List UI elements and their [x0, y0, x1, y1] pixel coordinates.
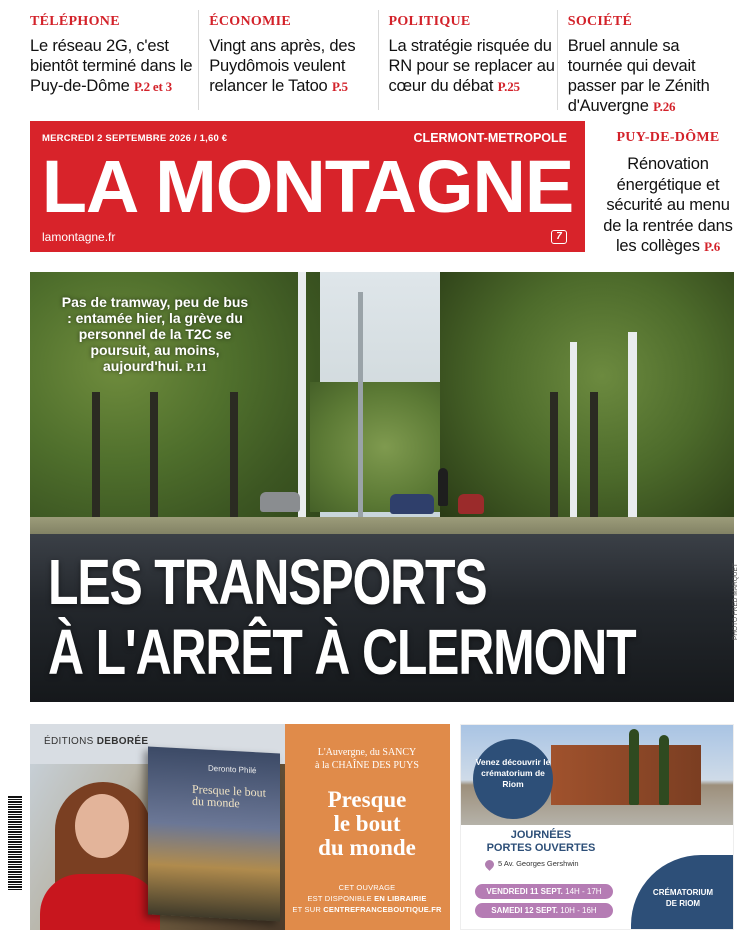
- photo-caption: [60, 294, 250, 375]
- teaser-kicker: PUY-DE-DÔME: [616, 130, 720, 145]
- teaser-title-text: Rénovation énergétique et sécurité au menu de la rentrée dans les collèges: [603, 155, 733, 255]
- publisher-label: [44, 736, 148, 747]
- teaser-title: [389, 36, 557, 97]
- open-days-title: [461, 829, 621, 855]
- website-url[interactable]: lamontagne.fr: [42, 230, 116, 244]
- headline-line-1: LES TRANSPORTS: [48, 546, 487, 618]
- street-pole: [358, 292, 363, 522]
- teaser-kicker: TÉLÉPHONE: [30, 14, 120, 29]
- ad-title-line-2: le bout: [333, 811, 401, 836]
- page-reference: P.11: [186, 360, 207, 374]
- open-days-line-1: JOURNÉES: [510, 829, 572, 841]
- edition-name: CLERMONT-METROPOLE: [413, 131, 567, 145]
- author-body: [40, 874, 160, 930]
- teaser-economie[interactable]: [198, 10, 377, 110]
- tram-pole: [628, 332, 637, 522]
- ad-title-line-3: du monde: [318, 835, 416, 860]
- page-reference: P.2 et 3: [133, 79, 172, 94]
- crematorium-building: [551, 745, 701, 805]
- logo-line-1: CRÉMATORIUM: [652, 888, 714, 897]
- cover-photo[interactable]: [30, 272, 734, 702]
- teaser-title: [30, 36, 198, 97]
- seven-logo-icon: 7: [551, 230, 567, 244]
- cypress-tree: [629, 729, 639, 805]
- crematorium-logo: [631, 855, 734, 930]
- tree-trunk: [590, 392, 598, 522]
- ad-foot-line-1: CET OUVRAGE: [338, 883, 396, 892]
- street-pole: [298, 272, 306, 527]
- boutique-link[interactable]: CENTREFRANCEBOUTIQUE.FR: [323, 905, 442, 914]
- tree-trunk: [92, 392, 100, 522]
- car: [390, 494, 434, 514]
- ad-intro-line-2: à la CHAÎNE DES PUYS: [315, 760, 419, 771]
- page-reference: P.25: [497, 79, 520, 94]
- publisher-name: DEBORÉE: [96, 736, 149, 747]
- ad-foot-line-2a: EST DISPONIBLE: [307, 894, 372, 903]
- photo-trees-right: [440, 272, 734, 532]
- book-advertisement[interactable]: [30, 724, 450, 930]
- teaser-title-text: La stratégie risquée du RN pour se replacer au cœur du débat: [388, 37, 555, 95]
- tree-trunk: [230, 392, 238, 522]
- page-reference: P.6: [704, 239, 721, 254]
- teaser-title-text: Vingt ans après, des Puydômois veulent relancer le Tatoo: [209, 37, 356, 95]
- address-text: 5 Av. Georges Gershwin: [498, 859, 579, 868]
- author-portrait: [75, 794, 129, 858]
- ad-intro-line-1: L'Auvergne, du SANCY: [317, 747, 417, 758]
- open-day-friday: [475, 884, 613, 899]
- open-day-saturday: [475, 903, 613, 918]
- crematorium-address: [485, 859, 579, 869]
- masthead: [30, 121, 585, 252]
- date-day: SAMEDI 12 SEPT.: [491, 906, 558, 915]
- teaser-puy-de-dome[interactable]: [598, 130, 738, 258]
- ad-title-line-1: Presque: [327, 787, 407, 812]
- teaser-title: [598, 154, 738, 258]
- date-day: VENDREDI 11 SEPT.: [486, 887, 563, 896]
- open-days-line-2: PORTES OUVERTES: [486, 842, 596, 854]
- book-cover-author: Deronto Philé: [208, 763, 257, 776]
- car: [458, 494, 484, 514]
- location-pin-icon: [483, 858, 496, 871]
- book-cover: [148, 747, 280, 922]
- page-reference: P.5: [331, 79, 348, 94]
- teaser-title-text: Le réseau 2G, c'est bientôt terminé dans le Puy-de-Dôme: [30, 37, 193, 95]
- main-headline[interactable]: [48, 547, 635, 687]
- ad-foot-line-3a: ET SUR: [292, 905, 321, 914]
- crematorium-invite-badge: Venez découvrir le crématorium de Riom: [473, 739, 553, 819]
- teaser-title-text: Bruel annule sa tournée qui devait passer par le Zénith d'Auvergne: [567, 37, 710, 115]
- newspaper-title: LA MONTAGNE: [41, 145, 574, 228]
- ad-availability: [292, 882, 442, 915]
- book-cover-title: Presque le bout du monde: [192, 781, 266, 811]
- issue-date-price: MERCREDI 2 SEPTEMBRE 2026 / 1,60 €: [42, 133, 228, 144]
- teaser-title: [209, 36, 377, 97]
- date-time: 14H - 17H: [565, 887, 602, 896]
- ad-foot-line-2: [292, 893, 442, 904]
- date-time: 10H - 16H: [560, 906, 597, 915]
- tree-trunk: [550, 392, 558, 522]
- publisher-prefix: ÉDITIONS: [44, 736, 94, 747]
- photo-credit: PHOTO FRED MARQUET: [732, 563, 739, 640]
- teaser-kicker: ÉCONOMIE: [209, 14, 291, 29]
- cypress-tree: [659, 735, 669, 805]
- car: [260, 492, 300, 512]
- ad-foot-line-3: [292, 904, 442, 915]
- logo-line-2: DE RIOM: [665, 899, 701, 908]
- teaser-kicker: POLITIQUE: [388, 14, 471, 29]
- teaser-politique[interactable]: [378, 10, 557, 110]
- teaser-telephone[interactable]: [30, 10, 198, 110]
- page-reference: P.26: [653, 99, 676, 114]
- crematorium-advertisement[interactable]: [460, 724, 734, 930]
- tram-pole: [570, 342, 577, 522]
- pedestrian: [438, 468, 448, 506]
- ad-book-title: [292, 788, 442, 860]
- teaser-title: [568, 36, 736, 117]
- photo-caption-text: Pas de tramway, peu de bus : entamée hier, la grève du personnel de la T2C se poursuit, au moins, aujourd'hui.: [61, 294, 249, 374]
- tree-trunk: [150, 392, 158, 522]
- ad-foot-line-2b: EN LIBRAIRIE: [374, 894, 427, 903]
- ad-intro: [292, 746, 442, 772]
- top-teasers: [30, 10, 736, 115]
- teaser-kicker: SOCIÉTÉ: [567, 14, 633, 29]
- teaser-societe[interactable]: [557, 10, 736, 115]
- barcode-icon: [8, 796, 22, 890]
- headline-line-2: À L'ARRÊT À CLERMONT: [48, 616, 636, 688]
